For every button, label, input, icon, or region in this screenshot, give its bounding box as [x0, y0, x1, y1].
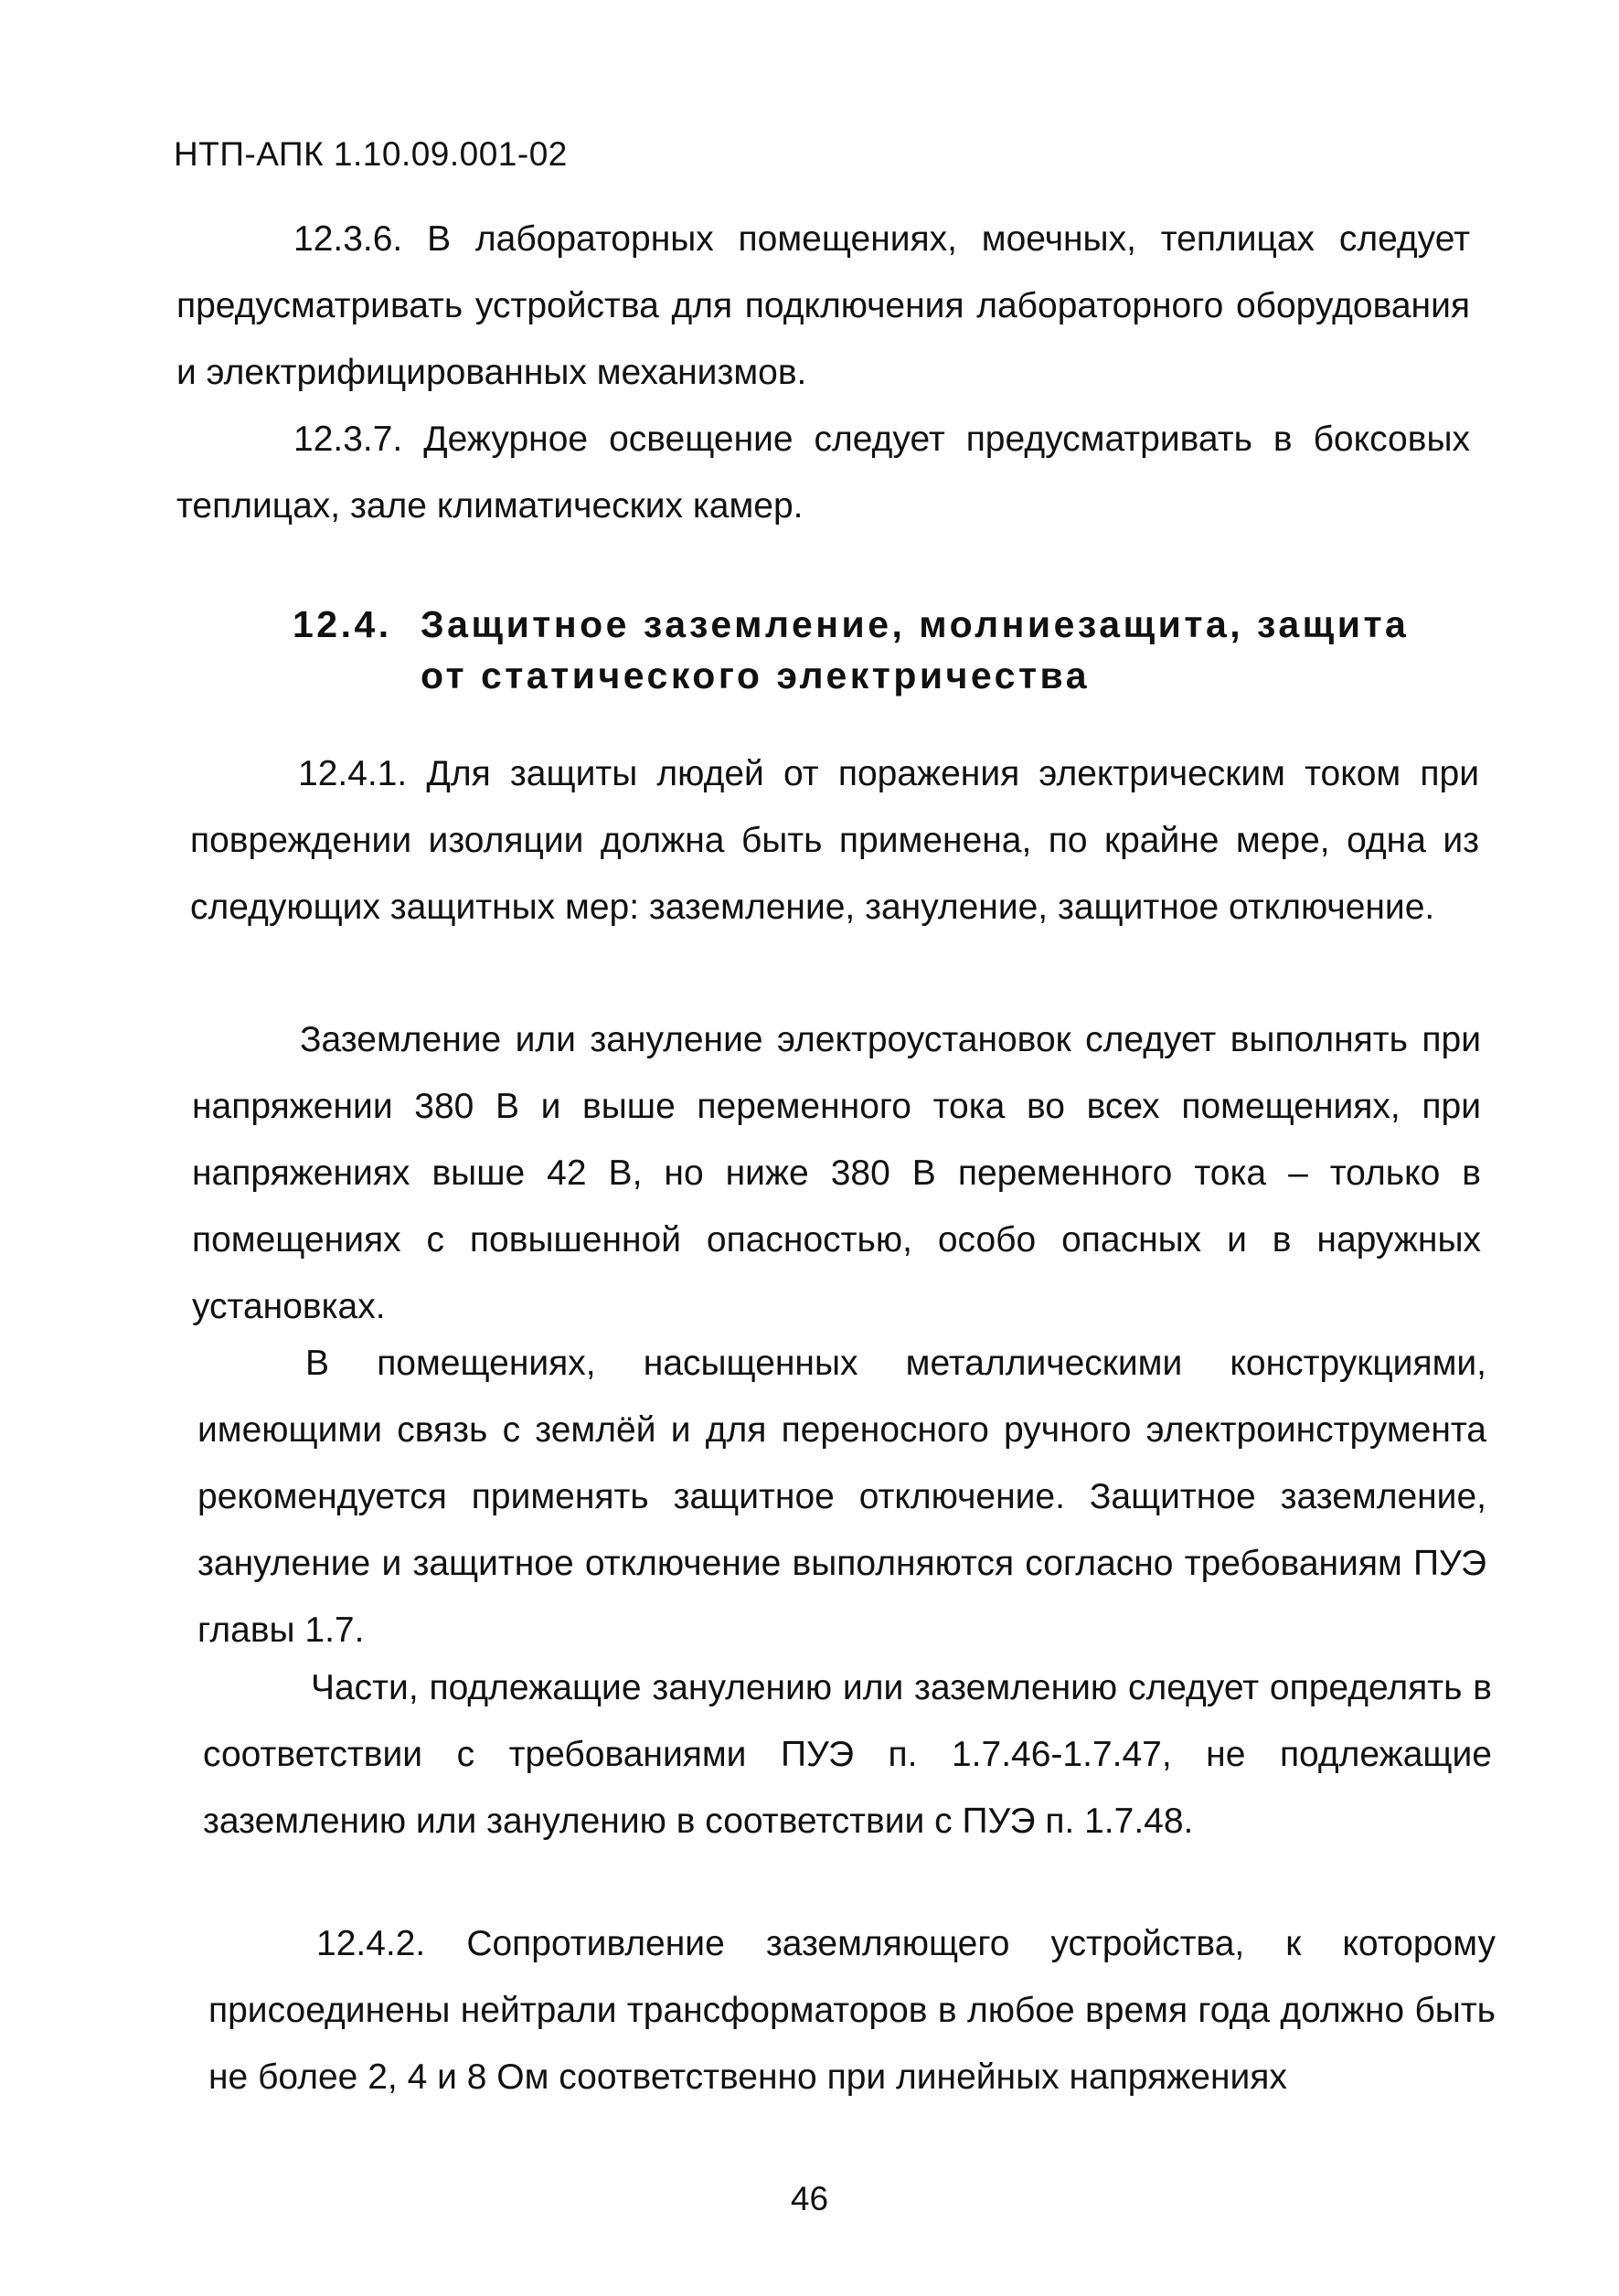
page-number: 46: [790, 2180, 829, 2217]
section-heading-line1: Защитное заземление, молниезащита, защита: [421, 603, 1410, 645]
paragraph-grounding: Заземление или зануление электроустановок следует выполнять при напряжении 380 В и выше переменного тока во всех помещениях, при напряжениях выше 42 В, но ниже 380 В переменного тока – только в помещениях с повышенной опасностью, особо опасных и в наружных установках.: [192, 1020, 1481, 1326]
section-heading-number: 12.4.: [293, 603, 392, 645]
paragraph-metal-structures: В помещениях, насыщенных металлическими конструкциями, имеющими связь с землёй и для переносного ручного электроинструмента рекомендуется применять защитное отключение. Защитное заземление, зануление и защитное отключение выполняются согласно требованиям ПУЭ главы 1.7.: [197, 1344, 1486, 1650]
section-heading: [293, 599, 1481, 701]
paragraph-12-4-1: 12.4.1. Для защиты людей от поражения электрическим током при повреждении изоляции должна быть применена, по крайне мере, одна из следующих защитных мер: заземление, зануление, защитное отключение.: [190, 754, 1479, 927]
paragraph-12-4-2: 12.4.2. Сопротивление заземляющего устройства, к которому присоединены нейтрали трансформаторов в любое время года должно быть не более 2, 4 и 8 Ом соответственно при линейных напряжениях: [208, 1924, 1496, 2097]
paragraph-12-3-7: 12.3.7. Дежурное освещение следует предусматривать в боксовых теплицах, зале климатических камер.: [176, 420, 1470, 526]
section-heading-line2: от статического электричества: [421, 654, 1091, 696]
paragraph-grounded-parts: Части, подлежащие занулению или заземлению следует определять в соответствии с требованиями ПУЭ п. 1.7.46-1.7.47, не подлежащие заземлению или занулению в соответствии с ПУЭ п. 1.7.48.: [203, 1668, 1492, 1841]
paragraph-12-3-6: 12.3.6. В лабораторных помещениях, моечных, теплицах следует предусматривать устройства для подключения лабораторного оборудования и электрифицированных механизмов.: [176, 219, 1470, 392]
document-code: НТП-АПК 1.10.09.001-02: [174, 135, 568, 173]
